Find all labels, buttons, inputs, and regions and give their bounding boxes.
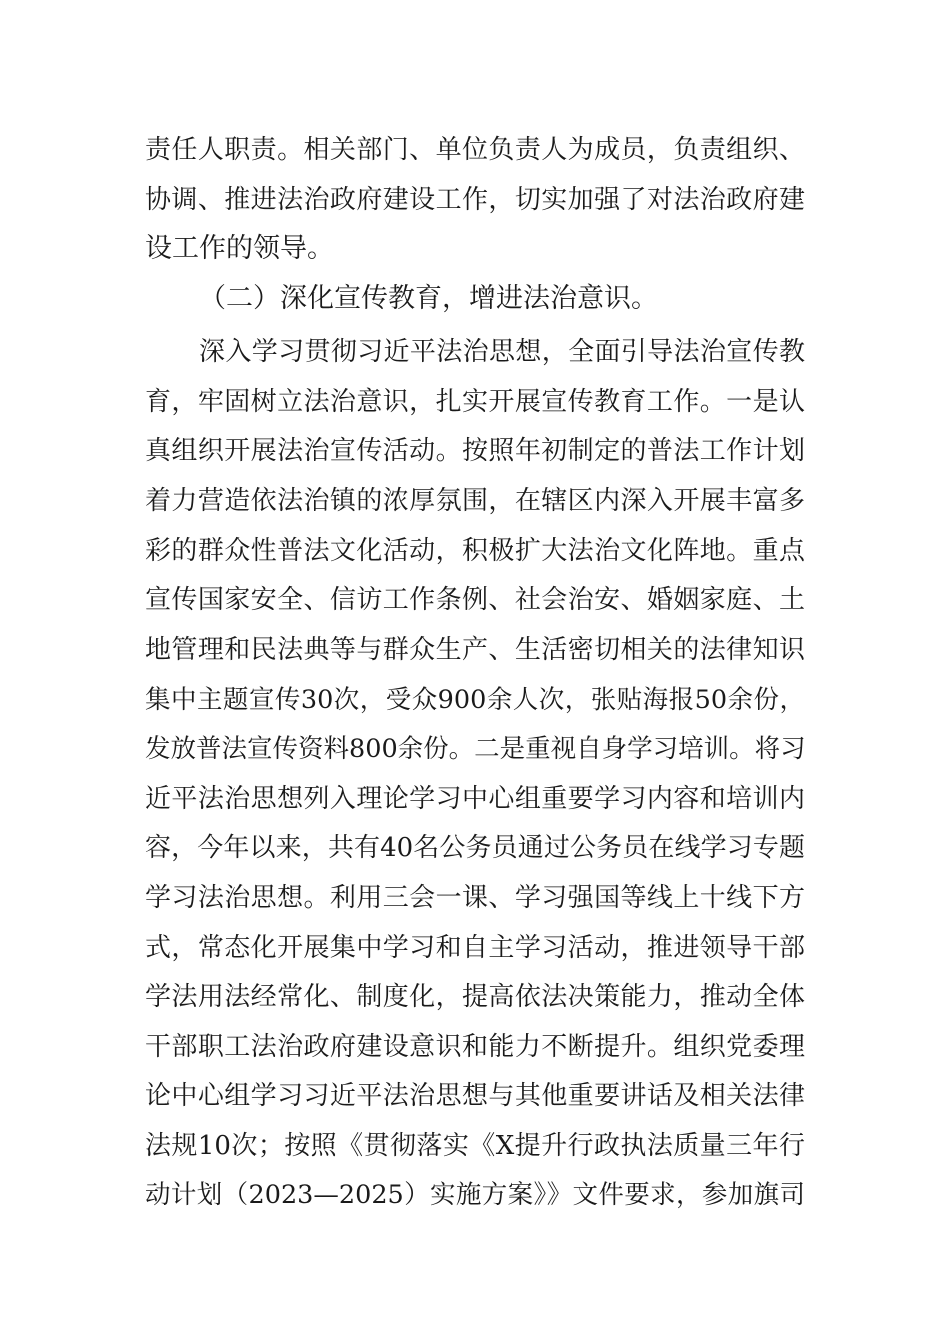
text-line: 论中心组学习习近平法治思想与其他重要讲话及相关法律 [145, 1081, 805, 1111]
text-line: 真组织开展法治宣传活动。按照年初制定的普法工作计划 [145, 436, 805, 466]
text-line: 式，常态化开展集中学习和自主学习活动，推进领导干部 [145, 933, 805, 963]
text-line: 动计划（2023—2025）实施方案》》文件要求，参加旗司 [145, 1180, 805, 1210]
text-line: 容，今年以来，共有40名公务员通过公务员在线学习专题 [145, 833, 805, 863]
text-line: 法规10次；按照《贯彻落实《X提升行政执法质量三年行 [145, 1131, 805, 1161]
text-line: 协调、推进法治政府建设工作，切实加强了对法治政府建 [145, 185, 805, 215]
text-line: 学法用法经常化、制度化，提高依法决策能力，推动全体 [145, 982, 805, 1012]
section-heading: （二）深化宣传教育，增进法治意识。 [199, 283, 658, 314]
text-line: 干部职工法治政府建设意识和能力不断提升。组织党委理 [145, 1032, 805, 1062]
text-line: 宣传国家安全、信访工作条例、社会治安、婚姻家庭、土 [145, 585, 805, 615]
text-line: 责任人职责。相关部门、单位负责人为成员，负责组织、 [145, 135, 805, 165]
text-line: 近平法治思想列入理论学习中心组重要学习内容和培训内 [145, 784, 805, 814]
text-line: 发放普法宣传资料800余份。二是重视自身学习培训。将习 [145, 734, 806, 764]
text-line: 地管理和民法典等与群众生产、生活密切相关的法律知识 [145, 635, 805, 665]
text-line: 设工作的领导。 [145, 233, 334, 264]
text-line: 集中主题宣传30次，受众900余人次，张贴海报50余份， [145, 685, 805, 715]
text-line: 彩的群众性普法文化活动，积极扩大法治文化阵地。重点 [145, 536, 805, 566]
text-line: 深入学习贯彻习近平法治思想，全面引导法治宣传教 [199, 337, 805, 367]
text-line: 育，牢固树立法治意识，扎实开展宣传教育工作。一是认 [145, 387, 805, 417]
text-line: 学习法治思想。利用三会一课、学习强国等线上十线下方 [145, 883, 805, 913]
text-line: 着力营造依法治镇的浓厚氛围，在辖区内深入开展丰富多 [145, 486, 805, 516]
